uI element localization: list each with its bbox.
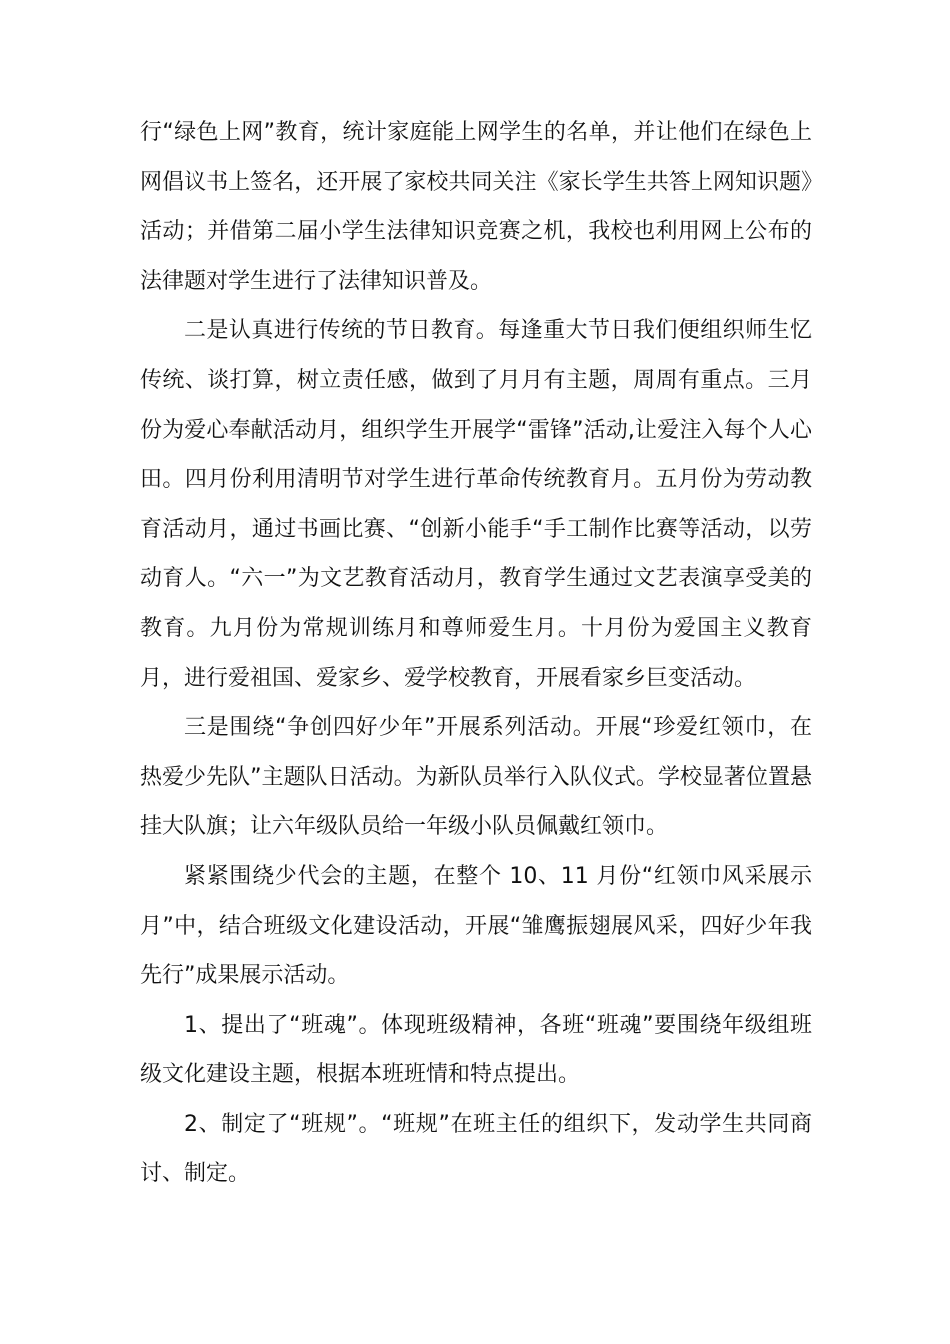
document-body xyxy=(140,108,812,1199)
paragraph-class-spirit: 1、提出了“班魂”。体现班级精神，各班“班魂”要围绕年级组班级文化建设主题，根据本班班情和特点提出。 xyxy=(140,1012,812,1088)
paragraph-class-rules: 2、制定了“班规”。“班规”在班主任的组织下，发动学生共同商讨、制定。 xyxy=(140,1111,812,1187)
paragraph-continuation: 行“绿色上网”教育，统计家庭能上网学生的名单，并让他们在绿色上网倡议书上签名，还开展了家校共同关注《家长学生共答上网知识题》活动；并借第二届小学生法律知识竞赛之机，我校也利用网上公布的法律题对学生进行了法律知识普及。 xyxy=(140,120,812,294)
paragraph-festival-education: 二是认真进行传统的节日教育。每逢重大节日我们便组织师生忆传统、谈打算，树立责任感，做到了月月有主题，周周有重点。三月份为爱心奉献活动月，组织学生开展学“雷锋”活动,让爱注入每个人心田。四月份利用清明节对学生进行革命传统教育月。五月份为劳动教育活动月，通过书画比赛、“创新小能手“手工制作比赛等活动，以劳动育人。“六一”为文艺教育活动月，教育学生通过文艺表演享受美的教育。九月份为常规训练月和尊师爱生月。十月份为爱国主义教育月，进行爱祖国、爱家乡、爱学校教育，开展看家乡巨变活动。 xyxy=(140,318,812,691)
paragraph-red-scarf-month: 紧紧围绕少代会的主题，在整个 10、11 月份“红领巾风采展示月”中，结合班级文化建设活动，开展“雏鹰振翅展风采，四好少年我先行”成果展示活动。 xyxy=(140,863,812,989)
paragraph-four-good-youth: 三是围绕“争创四好少年”开展系列活动。开展“珍爱红领巾，在热爱少先队”主题队日活动。为新队员举行入队仪式。学校显著位置悬挂大队旗；让六年级队员给一年级小队员佩戴红领巾。 xyxy=(140,715,812,840)
